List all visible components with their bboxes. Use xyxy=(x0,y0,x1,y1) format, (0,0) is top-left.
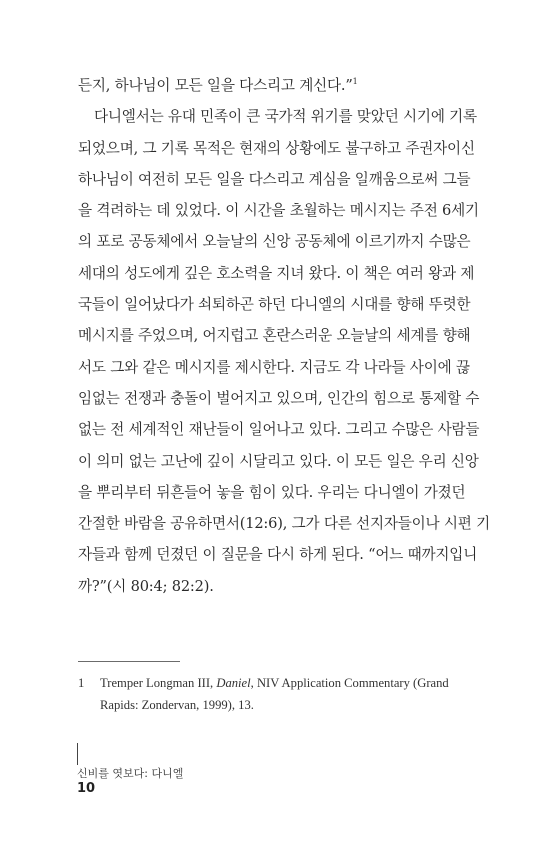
body-line: 서도 그와 같은 메시지를 제시한다. 지금도 각 나라들 사이에 끊 xyxy=(78,358,470,376)
footnote-reference[interactable]: 1 xyxy=(352,77,358,87)
footnote-divider xyxy=(78,661,180,662)
paragraph-first-line: 다니엘서는 유대 민족이 큰 국가적 위기를 맞았던 시기에 기록 xyxy=(94,108,477,126)
body-text xyxy=(78,70,491,602)
footnote-book-title: Daniel xyxy=(216,676,251,690)
body-line: 까?”(시 80:4; 82:2). xyxy=(78,577,214,595)
body-line: 메시지를 주었으며, 어지럽고 혼란스러운 오늘날의 세계를 향해 xyxy=(78,327,471,345)
footer-divider xyxy=(77,743,78,765)
body-line: 없는 전 세계적인 재난들이 일어나고 있다. 그리고 수많은 사람들 xyxy=(78,421,480,439)
body-line: 하나님이 여전히 모든 일을 다스리고 계심을 일깨움으로써 그들 xyxy=(78,170,471,188)
footnote-line: Rapids: Zondervan, 1999), 13. xyxy=(100,698,254,712)
body-line: 임없는 전쟁과 충돌이 벌어지고 있으며, 인간의 힘으로 통제할 수 xyxy=(78,389,480,407)
body-line: 세대의 성도에게 깊은 호소력을 지녀 왔다. 이 책은 여러 왕과 제 xyxy=(78,264,475,282)
footnote-number: 1 xyxy=(78,676,85,690)
body-line: 을 뿌리부터 뒤흔들어 놓을 힘이 있다. 우리는 다니엘이 가졌던 xyxy=(78,483,466,501)
footnote xyxy=(78,672,458,716)
footnote-series: , NIV Application Commentary (Grand xyxy=(250,676,449,690)
footnote-line xyxy=(78,672,458,694)
footnote-author: Tremper Longman III, xyxy=(100,676,217,690)
body-line: 이 의미 없는 고난에 깊이 시달리고 있다. 이 모든 일은 우리 신앙 xyxy=(78,452,479,470)
body-line: 을 격려하는 데 있었다. 이 시간을 초월하는 메시지는 주전 6세기 xyxy=(78,202,479,220)
body-line-text: 든지, 하나님이 모든 일을 다스리고 계신다.” xyxy=(78,77,353,94)
body-line: 국들이 일어났다가 쇠퇴하곤 하던 다니엘의 시대를 향해 뚜렷한 xyxy=(78,296,471,314)
body-line xyxy=(78,70,458,101)
body-line: 의 포로 공동체에서 오늘날의 신앙 공동체에 이르기까지 수많은 xyxy=(78,233,471,251)
page-number: 10 xyxy=(77,781,96,796)
body-line: 간절한 바람을 공유하면서(12:6), 그가 다른 선지자들이나 시편 기 xyxy=(78,515,491,533)
body-line: 자들과 함께 던졌던 이 질문을 다시 하게 된다. “어느 때까지입니 xyxy=(78,546,478,564)
body-line: 되었으며, 그 기록 목적은 현재의 상황에도 불구하고 주권자이신 xyxy=(78,139,475,157)
running-book-title: 신비를 엿보다: 다니엘 xyxy=(77,767,184,780)
